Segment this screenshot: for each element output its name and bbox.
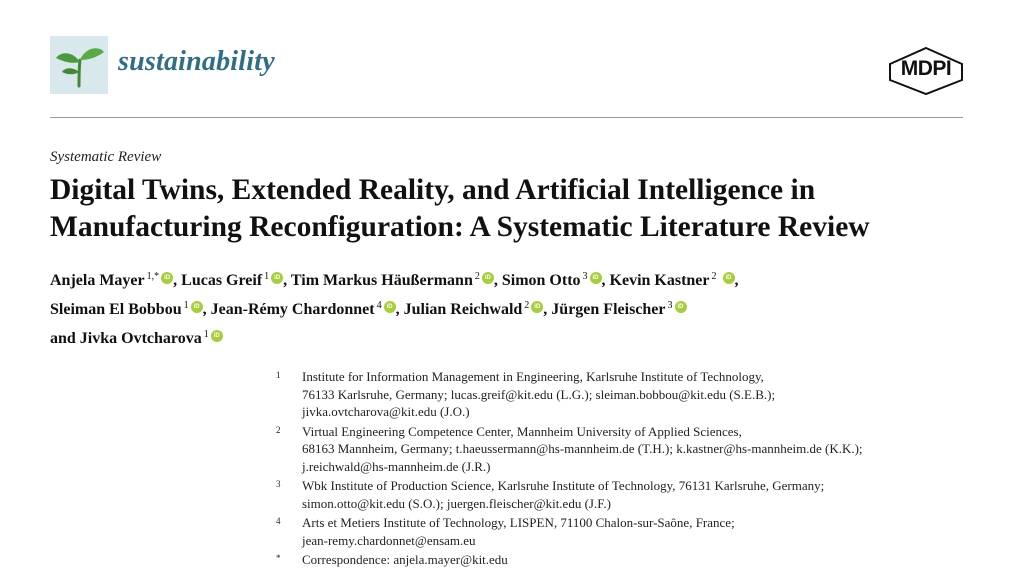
affiliation-line: Wbk Institute of Production Science, Karlsruhe Institute of Technology, 76131 Karlsruhe, Germany; [302,478,825,493]
author-affiliation-sup: 3 [582,271,588,282]
affiliation [272,368,992,421]
author-name[interactable]: Anjela Mayer [50,272,145,289]
author[interactable] [502,272,602,289]
affiliation-number: 4 [276,516,281,526]
journal-logo [50,36,108,94]
affiliation-line: 68163 Mannheim, Germany; t.haeussermann@hs-mannheim.de (T.H.); k.kastner@hs-mannheim.de (K.K.); [302,441,863,456]
affiliation-number: 1 [276,370,281,380]
affiliation-line: jivka.ovtcharova@kit.edu (J.O.) [302,404,470,419]
affiliation-line: jean-remy.chardonnet@ensam.eu [302,532,476,548]
article-type: Systematic Review [50,149,162,165]
author-separator: , [283,272,291,289]
author-separator: , [601,272,610,289]
author-affiliation-sup: 4 [376,300,382,311]
author-name[interactable]: Simon Otto [501,272,581,289]
author-line [50,264,980,293]
orcid-icon[interactable] [590,272,602,284]
title-line: Digital Twins, Extended Reality, and Artificial Intelligence in [50,174,816,206]
affiliation-line: j.reichwald@hs-mannheim.de (J.R.) [302,458,491,474]
journal-name: sustainability [118,46,275,77]
author-name[interactable]: Tim Markus Häußermann [290,272,473,289]
author-name[interactable]: Lucas Greif [181,272,263,289]
author-name[interactable]: Jean-Rémy Chardonnet [210,301,375,318]
affiliation-number: 3 [276,479,281,489]
orcid-icon[interactable] [723,272,735,284]
header-divider [50,117,963,118]
orcid-icon[interactable] [675,301,687,313]
correspondence-text [302,551,992,569]
affiliation [272,423,992,476]
affiliation-line: Virtual Engineering Competence Center, Mannheim University of Applied Sciences, [302,423,742,439]
correspondence-line: Correspondence: anjela.mayer@kit.edu [302,552,508,567]
author-affiliation-sup: 3 [667,300,673,311]
publisher-logo [888,46,964,96]
affiliation-text [302,368,992,421]
author-line [50,293,980,322]
author-affiliation-sup: 2 [524,300,530,311]
publisher-name: MDPI [900,57,952,80]
author-separator: , [493,272,502,289]
author[interactable] [50,330,223,347]
author[interactable] [211,301,396,318]
author-name[interactable]: Julian Reichwald [403,301,523,318]
affiliation-number: 2 [276,424,281,435]
affiliation-line: Institute for Information Management in Engineering, Karlsruhe Institute of Technology, [302,369,764,384]
correspondence-marker: * [276,553,281,563]
affiliation-text [302,514,992,549]
author-separator: , [395,301,404,318]
orcid-icon[interactable] [161,272,173,284]
author[interactable] [291,272,494,289]
affiliation-line: simon.otto@kit.edu (S.O.); juergen.fleischer@kit.edu (J.F.) [302,495,611,511]
affiliation-text [302,423,992,476]
orcid-icon[interactable] [384,301,396,313]
affiliation [272,477,992,512]
author-affiliation-sup: 2 [474,271,480,282]
author[interactable] [50,272,173,289]
correspondence [272,551,992,569]
author-separator: , [734,272,739,289]
orcid-icon[interactable] [211,330,223,342]
affiliation-text [302,477,992,512]
author-list [50,264,980,351]
orcid-icon[interactable] [271,272,283,284]
paper-title [50,172,980,246]
author-separator: , [202,301,211,318]
sprout-icon [50,36,108,94]
author-affiliation-sup: 1 [264,271,270,282]
author-affiliation-sup: 2 [711,271,717,282]
author-line [50,322,980,351]
orcid-icon[interactable] [531,301,543,313]
affiliation [272,514,992,549]
author[interactable] [610,272,735,289]
author-name[interactable]: Sleiman El Bobbou [50,301,182,318]
author-affiliation-sup: 1 [203,329,209,340]
affiliation-list [272,368,992,571]
author-name[interactable]: Jürgen Fleischer [551,301,666,318]
author[interactable] [50,301,203,318]
author-affiliation-sup: 1 [183,300,189,311]
affiliation-line: 76133 Karlsruhe, Germany; lucas.greif@kit.edu (L.G.); sleiman.bobbou@kit.edu (S.E.B.); [302,386,776,402]
author[interactable] [551,301,686,318]
author[interactable] [181,272,283,289]
author[interactable] [404,301,544,318]
author-separator: , [173,272,182,289]
author-separator: , [543,301,552,318]
title-line: Manufacturing Reconfiguration: A Systematic Literature Review [50,211,870,243]
orcid-icon[interactable] [191,301,203,313]
author-affiliation-sup: 1,* [146,271,160,282]
author-name[interactable]: and Jivka Ovtcharova [50,330,202,347]
orcid-icon[interactable] [482,272,494,284]
author-name[interactable]: Kevin Kastner [609,272,710,289]
affiliation-line: Arts et Metiers Institute of Technology, LISPEN, 71100 Chalon-sur-Saône, France; [302,515,735,530]
